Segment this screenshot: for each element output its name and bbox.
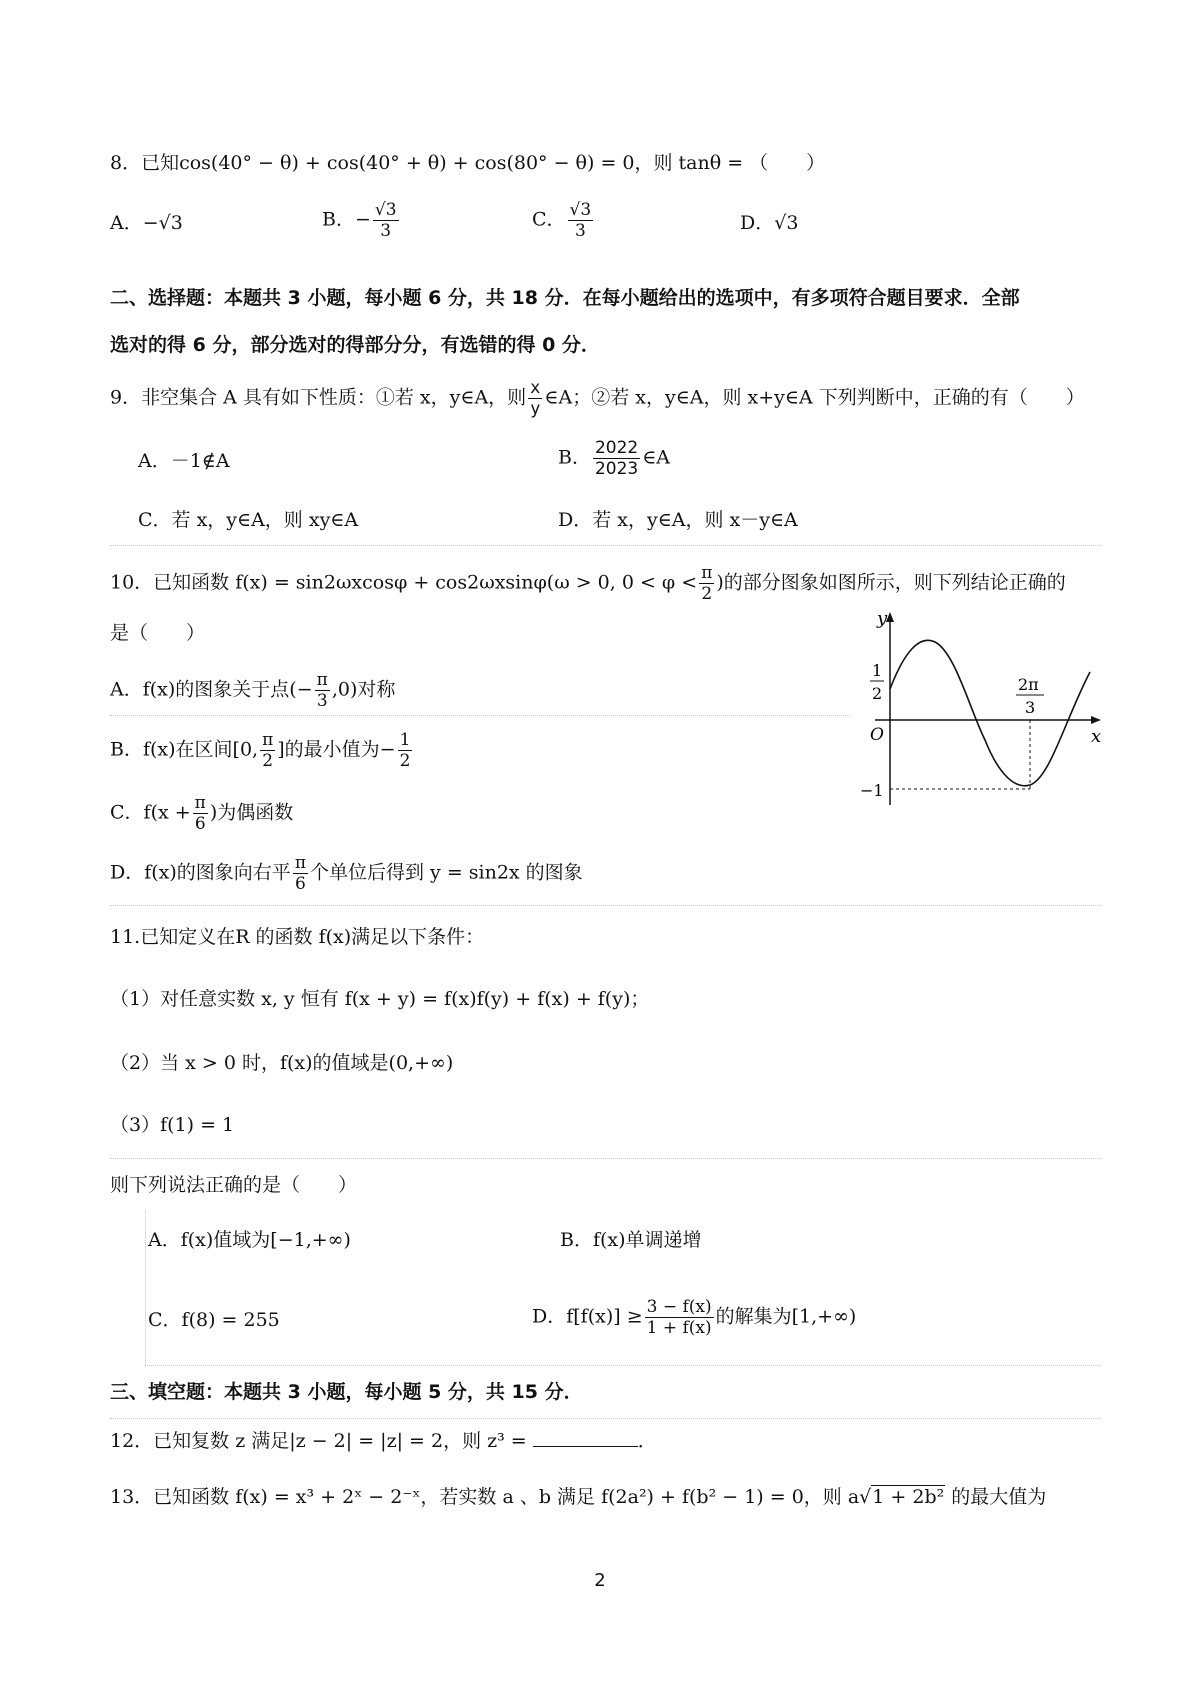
q8-option-a: A．−√3 xyxy=(110,212,183,234)
q10-stem-denominator: 2 xyxy=(701,584,713,604)
q12-stem-part1: 12．已知复数 z 满足|z − 2| = |z| = 2，则 z³ = xyxy=(110,1430,527,1452)
sine-curve xyxy=(890,640,1090,785)
q11-condition-2: （2）当 x > 0 时，f(x)的值域是(0,+∞) xyxy=(110,1052,454,1074)
q11-option-b: B．f(x)单调递增 xyxy=(560,1229,702,1251)
q9-option-b-fraction xyxy=(593,438,640,479)
q8-option-b-fraction xyxy=(373,200,399,241)
q11-option-d-numerator: 3 − f(x) xyxy=(646,1297,712,1317)
q10-option-b-numerator: π xyxy=(262,730,274,750)
q10-stem xyxy=(110,563,1066,604)
q10-option-c-denominator: 6 xyxy=(194,814,206,834)
divider xyxy=(110,1158,1100,1159)
q11-option-d-part2: 的解集为[1,+∞) xyxy=(715,1305,857,1328)
q9-option-c: C．若 x，y∈A，则 xy∈A xyxy=(138,509,359,531)
q8-option-c-prefix: C． xyxy=(532,208,566,231)
q11-option-d-denominator: 1 + f(x) xyxy=(646,1318,712,1338)
section2-heading-line1: 二、选择题：本题共 3 小题，每小题 6 分，共 18 分．在每小题给出的选项中，有多项符合题目要求．全部 xyxy=(110,287,1020,309)
q10-option-c-part1: C．f(x + xyxy=(110,801,191,824)
divider xyxy=(110,905,1100,906)
q10-option-a-denominator: 3 xyxy=(316,691,328,711)
q8-option-c-numerator: √3 xyxy=(569,200,592,220)
q11-option-a: A．f(x)值域为[−1,+∞) xyxy=(148,1229,351,1251)
q9-stem-fraction xyxy=(528,378,542,419)
q10-option-d-part2: 个单位后得到 y = sin2x 的图象 xyxy=(310,861,583,884)
q10-option-b-part1: B．f(x)在区间[0, xyxy=(110,738,259,761)
q10-stem-numerator: π xyxy=(701,563,713,583)
q10-option-a-part1: A．f(x)的图象关于点(− xyxy=(110,678,313,701)
graph-y-tick-numerator: 1 xyxy=(872,661,883,680)
q13-stem-part1: 13．已知函数 f(x) = x³ + 2ˣ − 2⁻ˣ，若实数 a 、b 满足 f(2a²) + f(b² − 1) = 0，则 a xyxy=(110,1486,860,1508)
q9-option-b-prefix: B． xyxy=(558,446,591,469)
q10-stem-part1: 10．已知函数 f(x) = sin2ωxcosφ + cos2ωxsinφ(ω > 0, 0 < φ < xyxy=(110,571,698,594)
q10-option-d-fraction xyxy=(293,853,308,894)
q11-option-d-part1: D．f[f(x)] ≥ xyxy=(532,1305,643,1328)
q10-option-a xyxy=(110,670,395,711)
q12-answer-blank[interactable] xyxy=(533,1428,638,1447)
q13-stem xyxy=(110,1482,1046,1512)
x-axis-arrow-icon xyxy=(1091,716,1101,724)
q8-option-b-denominator: 3 xyxy=(380,221,392,241)
q12-stem xyxy=(110,1426,657,1456)
q10-option-a-numerator: π xyxy=(316,670,328,690)
q11-condition-3: （3）f(1) = 1 xyxy=(110,1114,235,1136)
q10-option-b xyxy=(110,730,414,771)
q9-stem xyxy=(110,378,1085,419)
q10-option-b-denominator2: 2 xyxy=(399,751,411,771)
graph-y-label: y xyxy=(877,610,888,629)
q9-stem-numerator: x xyxy=(530,378,541,398)
graph-y-tick-denominator: 2 xyxy=(872,684,883,703)
q13-sqrt-content: 1 + 2b² xyxy=(872,1486,945,1508)
q9-stem-part1: 9．非空集合 A 具有如下性质：①若 x，y∈A，则 xyxy=(110,386,527,409)
q11-question: 则下列说法正确的是（ ） xyxy=(110,1174,358,1196)
divider xyxy=(145,1365,1100,1366)
q10-option-a-part2: ,0)对称 xyxy=(331,678,396,701)
q10-option-d-part1: D．f(x)的图象向右平 xyxy=(110,861,291,884)
q10-option-d xyxy=(110,853,583,894)
q10-option-c-numerator: π xyxy=(194,793,206,813)
section3-heading: 三、填空题：本题共 3 小题，每小题 5 分，共 15 分． xyxy=(110,1381,583,1403)
q11-option-c: C．f(8) = 255 xyxy=(148,1309,280,1331)
q9-option-b xyxy=(558,438,670,479)
q11-condition-1: （1）对任意实数 x, y 恒有 f(x + y) = f(x)f(y) + f(x) + f(y)； xyxy=(110,988,650,1010)
q9-option-a: A．－1∉A xyxy=(138,450,230,472)
q10-stem-continued: 是（ ） xyxy=(110,622,206,644)
q9-stem-denominator: y xyxy=(530,399,541,419)
graph-x-tick-numerator: 2π xyxy=(1018,675,1039,694)
page-number: 2 xyxy=(594,1570,606,1591)
divider xyxy=(110,715,850,716)
q10-option-c-part2: )为偶函数 xyxy=(209,801,294,824)
q11-stem: 11.已知定义在R 的函数 f(x)满足以下条件： xyxy=(110,926,485,948)
divider xyxy=(110,545,1100,546)
q8-option-c-fraction xyxy=(568,200,594,241)
q10-option-b-numerator2: 1 xyxy=(399,730,411,750)
q11-option-d-fraction xyxy=(645,1297,714,1338)
q8-stem: 8．已知cos(40° − θ) + cos(40° + θ) + cos(80° − θ) = 0，则 tanθ = （ ） xyxy=(110,152,826,174)
q10-option-d-numerator: π xyxy=(294,853,306,873)
q10-option-b-part2: ]的最小值为− xyxy=(277,738,396,761)
q9-option-b-numerator: 2022 xyxy=(594,438,639,458)
q12-stem-part2: ． xyxy=(637,1430,657,1452)
q13-stem-part2: 的最大值为 xyxy=(951,1486,1047,1508)
q8-option-c-denominator: 3 xyxy=(574,221,586,241)
q10-option-b-fraction2 xyxy=(398,730,413,771)
q9-stem-part2: ∈A；②若 x，y∈A，则 x+y∈A 下列判断中，正确的有（ ） xyxy=(544,386,1085,409)
graph-neg-one-label: −1 xyxy=(860,781,884,800)
q10-stem-part2: )的部分图象如图所示，则下列结论正确的 xyxy=(716,571,1066,594)
section2-heading-line2: 选对的得 6 分，部分选对的得部分分，有选错的得 0 分． xyxy=(110,334,600,356)
q10-option-c-fraction xyxy=(193,793,208,834)
q10-option-c xyxy=(110,793,293,834)
q11-option-d xyxy=(532,1297,856,1338)
q8-option-c xyxy=(532,200,595,241)
sqrt-icon: √ xyxy=(859,1486,872,1508)
q9-option-d: D．若 x，y∈A，则 x－y∈A xyxy=(558,509,798,531)
graph-x-tick-denominator: 3 xyxy=(1025,698,1036,717)
graph-x-label: x xyxy=(1091,726,1102,747)
graph-origin-label: O xyxy=(870,725,884,745)
divider xyxy=(110,1418,1100,1419)
q10-option-d-denominator: 6 xyxy=(294,874,306,894)
q8-option-b-prefix: B．− xyxy=(322,208,371,231)
y-axis-arrow-icon xyxy=(886,612,894,622)
q10-option-a-fraction xyxy=(315,670,330,711)
divider xyxy=(145,1210,146,1365)
q8-option-d: D．√3 xyxy=(740,212,799,234)
q10-option-b-denominator: 2 xyxy=(262,751,274,771)
q9-option-b-denominator: 2023 xyxy=(594,459,639,479)
q10-function-graph xyxy=(855,610,1105,820)
q8-option-b-numerator: √3 xyxy=(374,200,397,220)
q10-option-b-fraction xyxy=(260,730,275,771)
q8-option-b xyxy=(322,200,401,241)
q9-option-b-suffix: ∈A xyxy=(642,446,671,469)
q10-stem-fraction xyxy=(699,563,714,604)
